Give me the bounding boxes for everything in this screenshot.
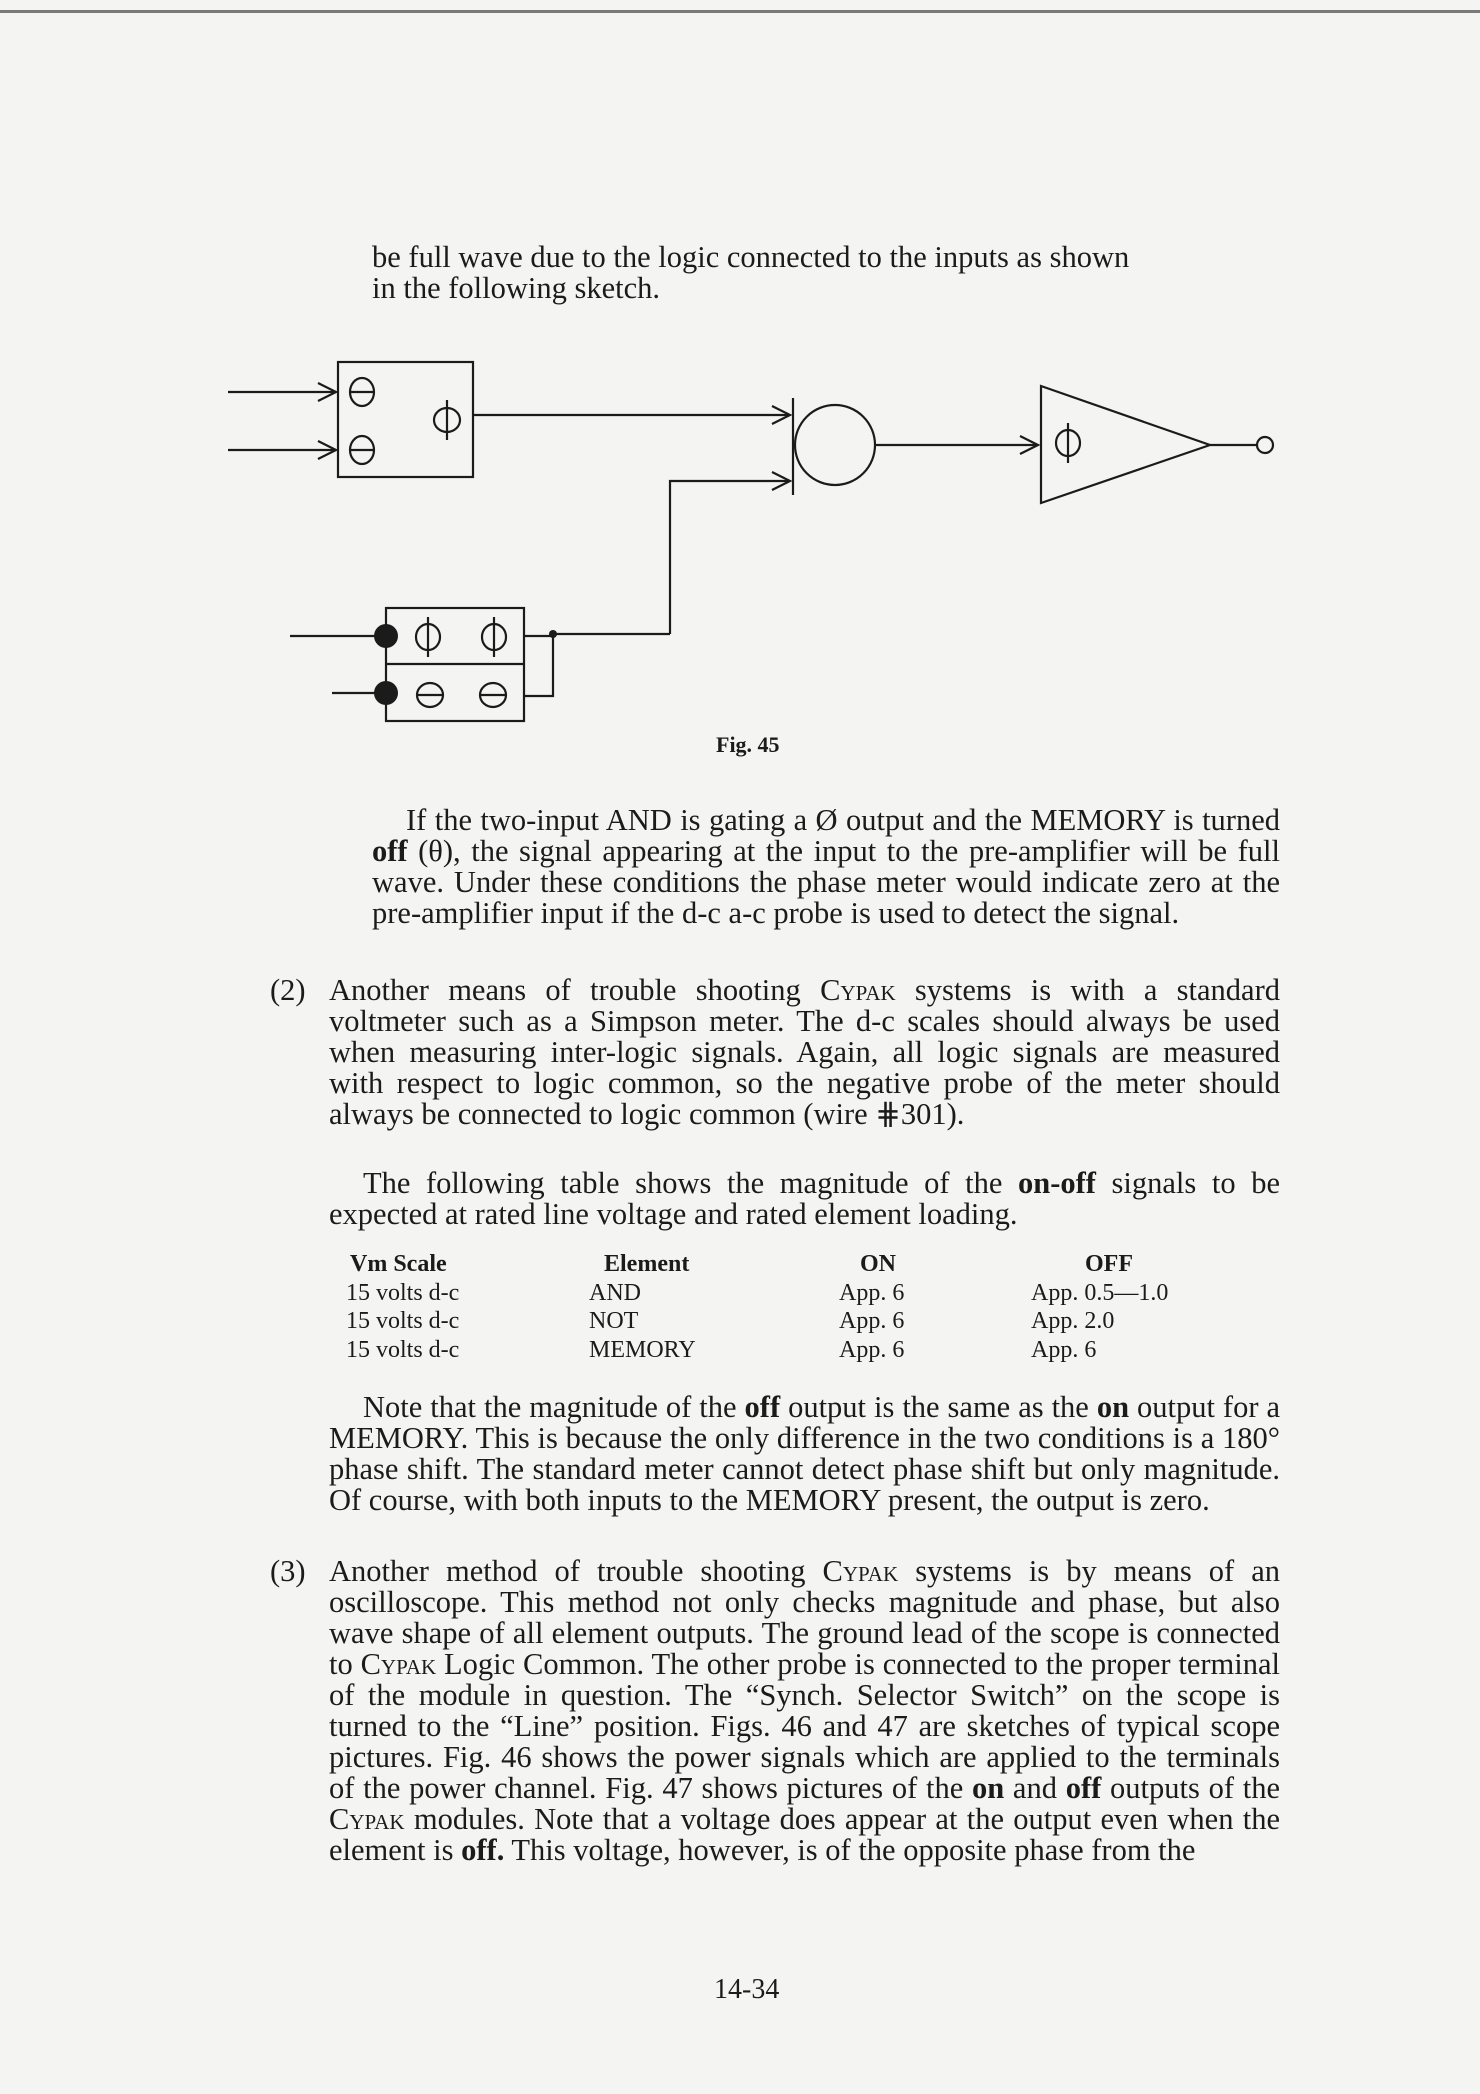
input-dot-lower (374, 681, 398, 705)
table-cell: NOT (589, 1308, 639, 1334)
phi-symbol (434, 400, 460, 440)
voltage-table-col-off (1031, 1250, 1168, 1364)
intro-line-2: in the following sketch. (372, 271, 661, 305)
table-cell: MEMORY (589, 1336, 696, 1363)
table-cell: App. 6 (1031, 1336, 1097, 1363)
memory-circle (795, 405, 875, 485)
table-cell: 15 volts d-c (346, 1308, 460, 1334)
item-number-2: (2) (270, 973, 306, 1007)
input-dot-upper (374, 624, 398, 648)
voltage-table-col-on (839, 1250, 904, 1364)
table-intro-paragraph: The following table shows the magnitude of the on-off signals to be expected at rated line voltage and rated element loading. (329, 1166, 1280, 1231)
table-header-element: Element (604, 1251, 690, 1277)
theta-symbol (480, 683, 506, 707)
table-cell: 15 volts d-c (346, 1336, 460, 1363)
item-2-text: Another means of trouble shooting Cypak systems is with a standard voltmeter such as a Simpson meter. The d-c scales should always be used when measuring inter-logic signals. Again, all logic signals are measured with respect to logic common, so the negative probe of the meter should always be connected to logic common (wire ⋕301). (329, 973, 1280, 1131)
theta-symbol (417, 683, 443, 707)
table-header-vm-scale: Vm Scale (350, 1251, 447, 1277)
phi-symbol (482, 617, 506, 657)
item-3-text: Another method of trouble shooting Cypak systems is by means of an oscilloscope. This method not only checks magnitude and phase, but also wave shape of all element outputs. The ground lead of the scope is connected to Cypak Logic Common. The other probe is connected to the proper terminal of the module in question. The “Synch. Selector Switch” on the scope is turned to the “Line” position. Figs. 46 and 47 are sketches of typical scope pictures. Fig. 46 shows the power signals which are applied to the terminals of the power channel. Fig. 47 shows pictures of the on and off outputs of the Cypak modules. Note that a voltage does appear at the output even when the element is off. This voltage, however, is of the opposite phase from the (329, 1554, 1280, 1867)
table-cell: App. 6 (839, 1308, 905, 1334)
fig-45-diagram (0, 0, 1480, 780)
table-cell: AND (589, 1279, 641, 1306)
item-number-3: (3) (270, 1554, 306, 1588)
theta-symbol (350, 378, 374, 406)
voltage-table-col-element (589, 1250, 696, 1364)
note-paragraph: Note that the magnitude of the off output is the same as the on output for a MEMORY. This is because the only difference in the two conditions is a 180° phase shift. The standard meter cannot detect phase shift but only magnitude. Of course, with both inputs to the MEMORY present, the output is zero. (329, 1390, 1280, 1517)
preamplifier-triangle (1041, 386, 1210, 503)
table-header-on: ON (860, 1251, 896, 1277)
phi-symbol (416, 617, 440, 657)
table-cell: App. 2.0 (1031, 1308, 1115, 1334)
voltage-table-col-scale (346, 1250, 459, 1364)
table-header-off: OFF (1085, 1251, 1133, 1277)
table-cell: 15 volts d-c (346, 1279, 460, 1306)
phi-symbol (1056, 423, 1080, 463)
page-number: 14-34 (714, 1974, 780, 2005)
table-cell: App. 6 (839, 1279, 905, 1306)
figure-caption: Fig. 45 (716, 732, 780, 757)
theta-symbol (350, 436, 374, 464)
intro-line-1: be full wave due to the logic connected to the inputs as shown (372, 240, 1130, 274)
table-cell: App. 6 (839, 1336, 905, 1363)
paragraph-memory-off: If the two-input AND is gating a Ø output and the MEMORY is turned off (θ), the signal appearing at the input to the pre-amplifier will be full wave. Under these conditions the phase meter would indicate zero at the pre-amplifier input if the d-c a-c probe is used to detect the signal. (372, 803, 1280, 930)
table-cell: App. 0.5—1.0 (1031, 1279, 1169, 1306)
